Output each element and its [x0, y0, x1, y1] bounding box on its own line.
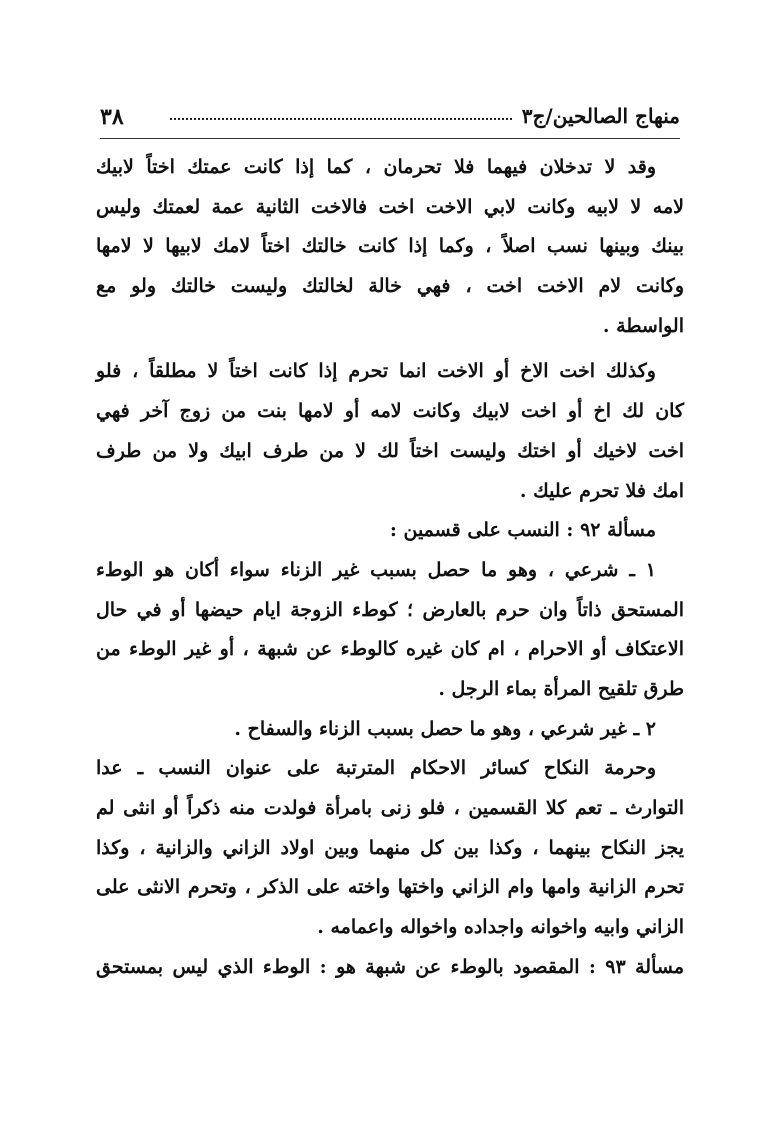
text-line: امك فلا تحرم عليك .: [519, 479, 684, 502]
running-header: [100, 104, 680, 139]
question-label: مسألة ٩٣: [605, 955, 685, 978]
text-line: بينك وبينها نسب اصلاً ، وكما إذا كانت خالتك اختاً لامك لابيها لا لامها: [96, 235, 684, 258]
text-line: الزاني وابيه واخوانه واجداده واخواله واعمامه .: [317, 916, 684, 939]
text-line: اخت لاخيك أو اختك وليست اختاً لك لا من طرف ابيك ولا من طرف: [96, 439, 684, 462]
text-line: ١ ـ شرعي ، وهو ما حصل بسبب غير الزناء سواء أكان هو الوطء: [96, 558, 656, 581]
text-line: التوارث ـ تعم كلا القسمين ، فلو زنى بامرأة فولدت منه ذكراً أو انثى لم: [96, 797, 684, 819]
text-line: وحرمة النكاح كسائر الاحكام المترتبة على عنوان النسب ـ عدا: [96, 757, 656, 780]
question-heading-text: : المقصود بالوطء عن شبهة هو : الوطء الذي ليس بمستحق: [96, 955, 596, 978]
text-line: ٢ ـ غير شرعي ، وهو ما حصل بسبب الزناء والسفاح .: [234, 717, 656, 740]
text-line: وكانت لام الاخت اخت ، فهي خالة لخالتك وليست خالتك ولو مع: [96, 275, 684, 298]
text-line: كان لك اخ أو اخت لابيك وكانت لامه أو لامها بنت من زوج آخر فهي: [96, 400, 684, 423]
header-title: منهاج الصالحين/ج٣: [521, 104, 680, 128]
question-heading-text: : النسب على قسمين :: [389, 519, 574, 542]
text-line: المستحق ذاتاً وان حرم بالعارض ؛ كوطء الزوجة ايام حيضها أو في حال: [96, 598, 684, 621]
text-line: طرق تلقيح المرأة بماء الرجل .: [438, 677, 684, 700]
text-line: تحرم الزانية وامها وام الزاني واختها واخته على الذكر ، وتحرم الانثى على: [96, 876, 684, 899]
text-line: يجز النكاح بينهما ، وكذا بين كل منهما وبين اولاد الزاني والزانية ، وكذا: [96, 836, 684, 859]
question-label: مسألة ٩٢: [580, 519, 656, 542]
text-line: الاعتكاف أو الاحرام ، ام كان غيره كالوطء عن شبهة ، أو غير الوطء من: [96, 638, 684, 661]
text-line: وقد لا تدخلان فيهما فلا تحرمان ، كما إذا كانت عمتك اختاً لابيك: [96, 156, 656, 178]
header-leader-dots: [170, 118, 512, 120]
text-line: الواسطة .: [602, 314, 684, 337]
page-number: ٣٨: [100, 104, 124, 130]
question-heading: [96, 511, 684, 551]
text-line: وكذلك اخت الاخ أو الاخت انما تحرم إذا كانت اختاً لا مطلقاً ، فلو: [96, 360, 656, 383]
text-line: لامه لا لابيه وكانت لابي الاخت اخت فالاخت الثانية عمة لعمتك وليس: [96, 195, 684, 218]
page-body: [96, 148, 684, 987]
question-heading: [96, 948, 684, 988]
